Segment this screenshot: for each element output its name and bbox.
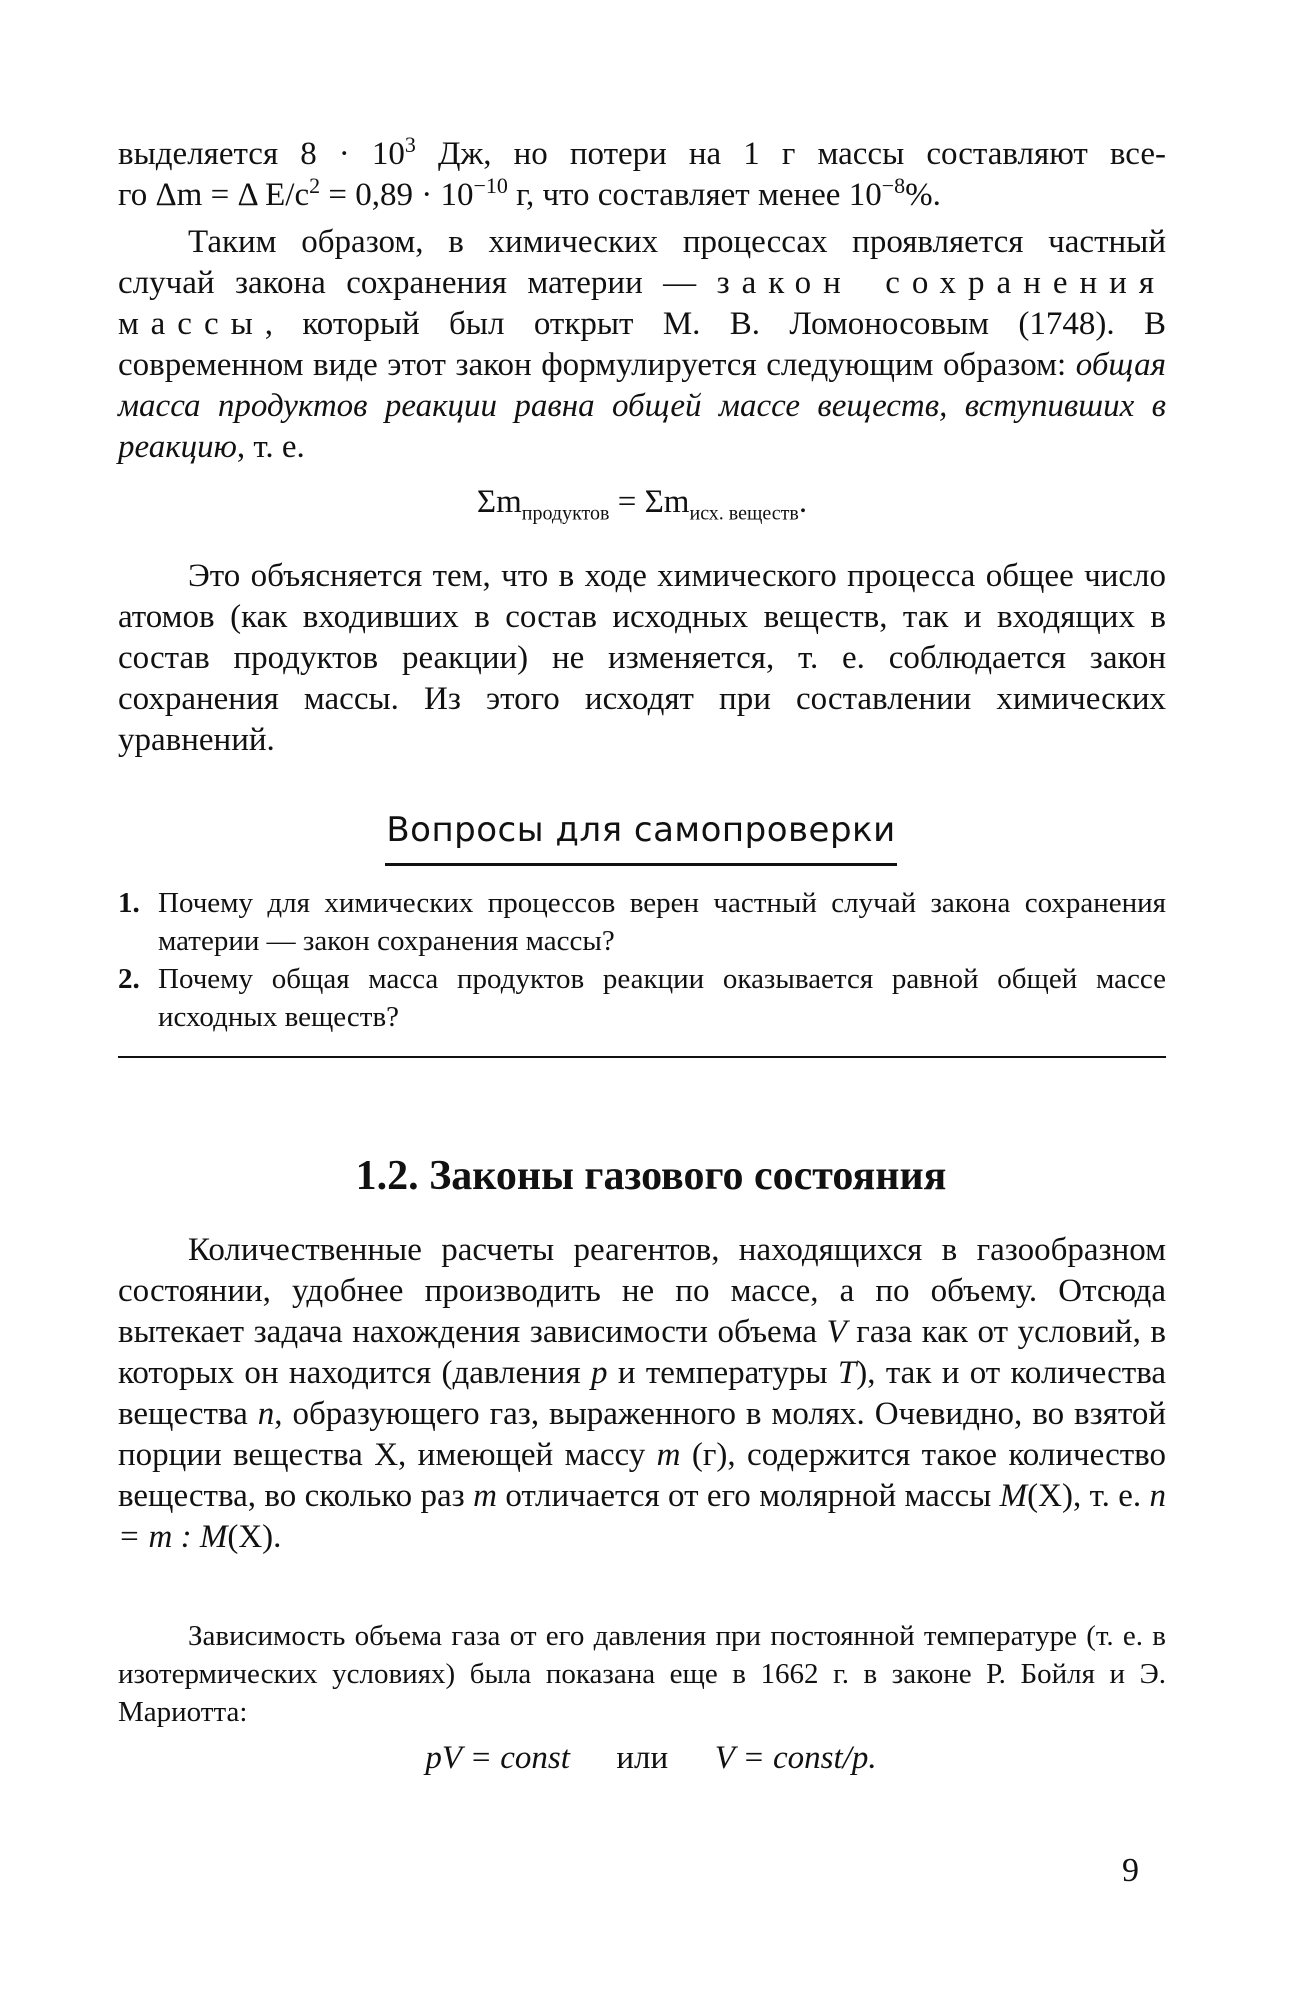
formula-connector: или (616, 1740, 669, 1776)
question-text: Почему для химических процессов верен частный случай закона сохранения материи — закон сохранения массы? (158, 887, 1166, 957)
question-number: 2. (118, 963, 140, 995)
formula-term: Σm (476, 484, 522, 520)
list-item (118, 884, 1166, 960)
question-text: Почему общая масса продуктов реакции оказывается равной общей массе исходных веществ? (158, 963, 1166, 1033)
text: = 0,89 · 10 (320, 177, 474, 213)
text-superscript: −8 (881, 173, 906, 198)
formula-term: Σm (644, 484, 690, 520)
paragraph-text: Это объясняется тем, что в ходе химического процесса общее число атомов (как входивших в состав исходных веществ, так и входящих в состав продуктов реакции) не изменяется, т. е. соблюдается закон сохранения массы. Из этого исходят при составлении химических уравнений. (118, 558, 1166, 758)
paragraph-boyle-mariotte (118, 1617, 1166, 1731)
page-number: 9 (1122, 1852, 1139, 1889)
list-item (118, 960, 1166, 1036)
paragraph-continuation (118, 134, 1166, 216)
section-title: 1.2. Законы газового состояния (355, 1153, 947, 1199)
text: , образующего газ, выраженного в молях. Очевидно, во взятой порции вещества X, имеющей массу (118, 1396, 1166, 1473)
paragraph-explanation (118, 556, 1166, 761)
text: %. (905, 177, 941, 213)
symbol-n: n (257, 1396, 275, 1432)
formula-term: V = const/p. (714, 1740, 877, 1776)
text: газа как от условий, в которых он находится (давления (118, 1314, 1166, 1391)
formula-period: . (798, 484, 808, 520)
text: и температуры (607, 1355, 838, 1391)
italic-definition: общая масса продуктов реакции равна общей массе веществ, вступивших в реакцию (118, 347, 1166, 465)
inline-formula: n = m : M (118, 1478, 1166, 1555)
symbol-T: T (837, 1355, 857, 1391)
symbol-m: m (473, 1478, 497, 1514)
text-superscript: −10 (473, 173, 508, 198)
formula-term: pV = const (425, 1740, 570, 1776)
text-superscript: 3 (404, 132, 416, 157)
text: , который был открыт М. В. Ломоносовым (1748). В современном виде этот закон формулируется следующим образом: (118, 306, 1166, 383)
text-superscript: 2 (309, 173, 321, 198)
text: Дж, но потери на 1 г массы составляют все- (415, 136, 1166, 172)
symbol-m: m (656, 1437, 681, 1473)
text: ), так и от количества вещества (118, 1355, 1166, 1432)
formula-boyle-law (0, 1740, 1302, 1777)
questions-heading: Вопросы для самопроверки (386, 810, 896, 850)
text: го Δm = Δ E/c (118, 177, 310, 213)
symbol-V: V (826, 1314, 847, 1350)
text: отличается от его молярной массы (496, 1478, 1000, 1514)
text: г, что составляет менее 10 (507, 177, 882, 213)
text: (г), содержится такое количество вещества, во сколько раз (118, 1437, 1166, 1514)
text: (X), т. е. (1027, 1478, 1150, 1514)
section-divider (118, 1056, 1166, 1058)
text: выделяется 8 · 10 (118, 136, 405, 172)
paragraph-mass-conservation (118, 222, 1166, 468)
formula-mass-balance (118, 484, 1166, 525)
text: , т. е. (236, 429, 305, 465)
text: Таким образом, в химических процессах проявляется частный случай закона сохранения материи — (118, 224, 1166, 301)
question-number: 1. (118, 887, 140, 919)
spaced-term: закон сохранения массы (118, 265, 1166, 342)
symbol-M: M (999, 1478, 1028, 1514)
formula-equals: = (609, 484, 645, 520)
paragraph-text: Зависимость объема газа от его давления при постоянной температуре (т. е. в изотермических условиях) была показана еще в 1662 г. в законе Р. Бойля и Э. Мариотта: (118, 1620, 1166, 1728)
questions-list (118, 884, 1166, 1036)
formula-subscript: продуктов (521, 502, 610, 525)
symbol-p: p (591, 1355, 608, 1391)
paragraph-gas-quantities (118, 1230, 1166, 1558)
text: (X). (227, 1519, 282, 1555)
formula-subscript: исх. веществ (689, 502, 799, 525)
heading-underline (385, 863, 897, 866)
text: Количественные расчеты реагентов, находящихся в газообразном состоянии, удобнее производить не по массе, а по объему. Отсюда вытекает задача нахождения зависимости объема (118, 1232, 1166, 1350)
